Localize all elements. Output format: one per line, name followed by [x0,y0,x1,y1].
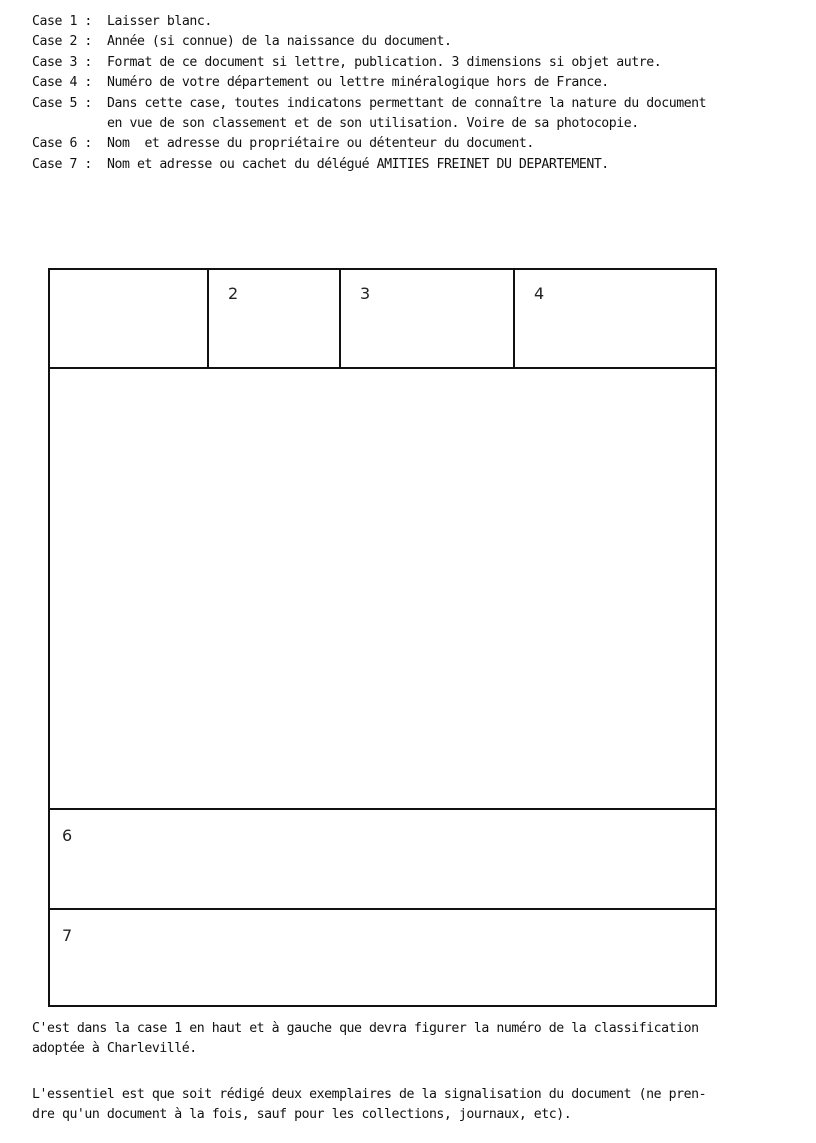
footer-paragraph-classification [32,1019,792,1060]
footer-line: adoptée à Charlevillé. [32,1041,197,1057]
case-text-block [107,94,792,135]
footer-paragraph-essential [32,1085,792,1126]
case-label: Case 4 : [32,75,92,91]
cell-number: 4 [534,284,545,303]
case-text: Nom et adresse ou cachet du délégué AMITIES FREINET DU DEPARTEMENT. [107,156,609,172]
cell-number: 7 [62,926,73,945]
instruction-case-6 [32,134,792,154]
case-label: Case 6 : [32,136,92,152]
form-cell-3 [341,270,515,367]
instruction-case-4 [32,73,792,93]
form-cell-6 [50,810,715,910]
instruction-case-2 [32,32,792,52]
case-text: Laisser blanc. [107,14,212,29]
form-cell-5 [50,369,715,810]
case-label: Case 3 : [32,54,92,70]
instruction-case-7 [32,155,792,175]
case-text: Année (si connue) de la naissance du document. [107,34,452,50]
form-cell-4 [515,270,715,367]
form-top-row [50,270,715,369]
cell-number: 2 [228,284,239,303]
case-text: Nom et adresse du propriétaire ou détenteur du document. [107,136,534,152]
footer-line: C'est dans la case 1 en haut et à gauche que devra figurer la numéro de la classification [32,1021,699,1036]
case-text-continuation: en vue de son classement et de son utilisation. Voire de sa photocopie. [107,116,639,132]
form-cell-1 [50,270,209,367]
instruction-case-1 [32,12,792,32]
case-label: Case 1 : [32,14,92,29]
cell-number: 3 [360,284,371,303]
cell-number: 6 [62,826,73,845]
form-cell-7 [50,910,715,1005]
footer-line: dre qu'un document à la fois, sauf pour les collections, journaux, etc). [32,1107,572,1123]
case-label: Case 2 : [32,34,92,50]
footer-line: L'essentiel est que soit rédigé deux exemplaires de la signalisation du document (ne pren- [32,1087,707,1102]
instruction-case-3 [32,53,792,73]
instructions-list [32,12,792,175]
case-text: Dans cette case, toutes indicatons permettant de connaître la nature du document [107,95,707,111]
case-text: Numéro de votre département ou lettre minéralogique hors de France. [107,75,609,91]
case-text: Format de ce document si lettre, publication. 3 dimensions si objet autre. [107,54,662,70]
case-label: Case 5 : [32,95,92,111]
document-form-grid [48,268,717,1007]
form-cell-2 [209,270,341,367]
instruction-case-5 [32,94,792,135]
case-label: Case 7 : [32,156,92,172]
